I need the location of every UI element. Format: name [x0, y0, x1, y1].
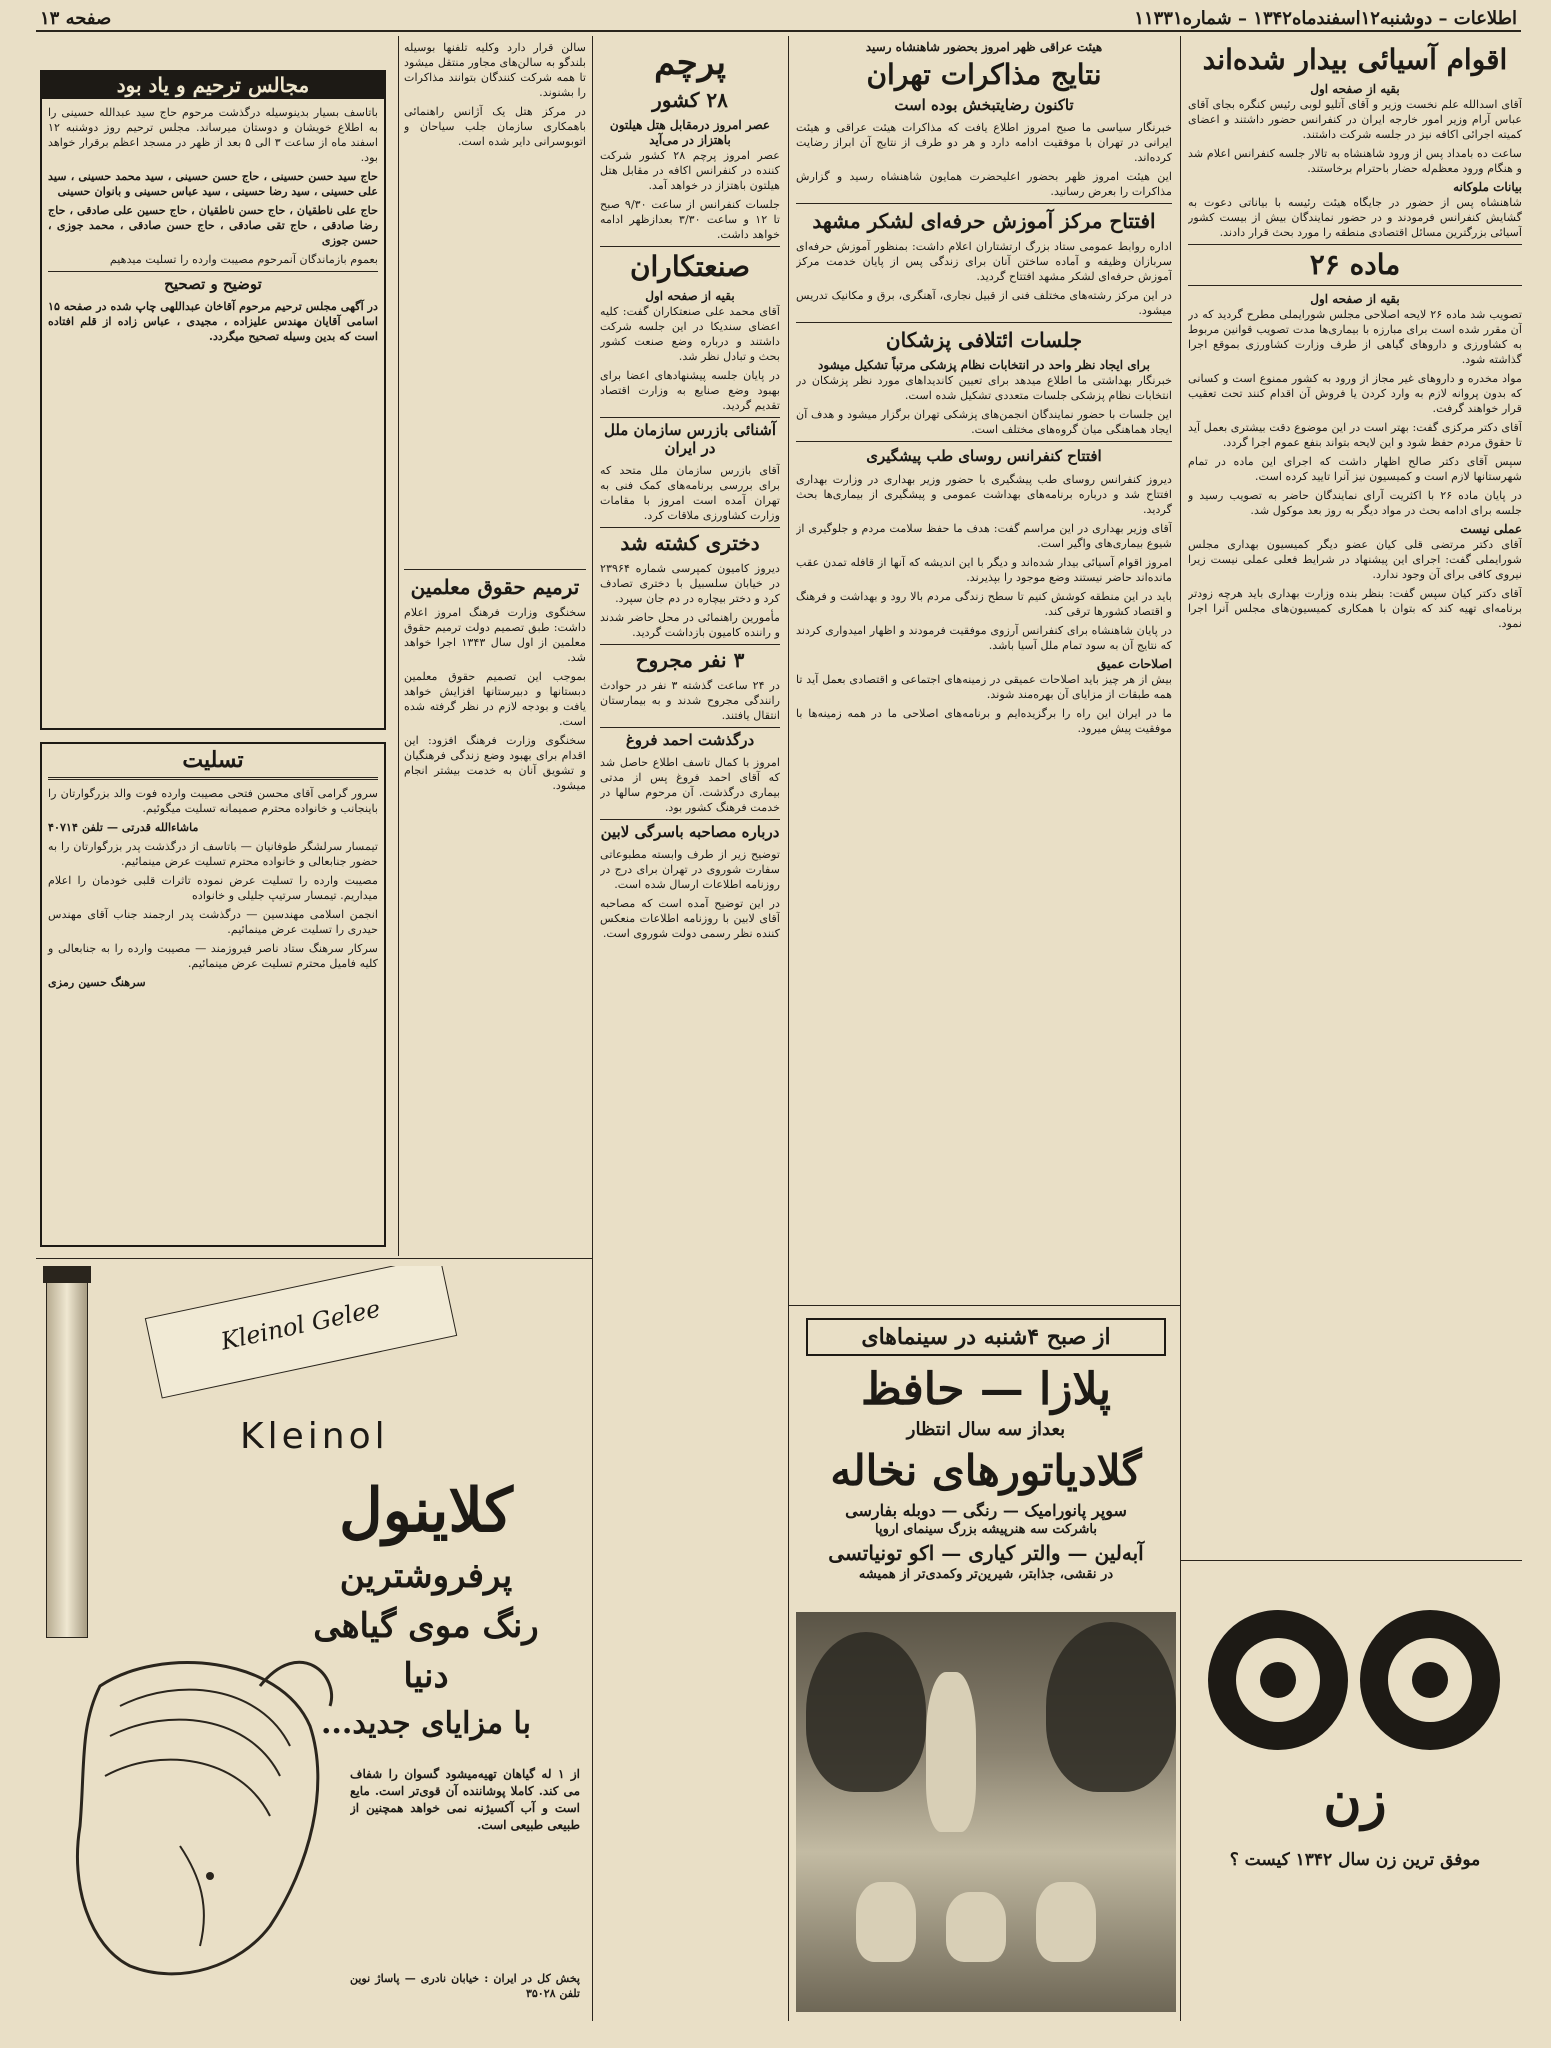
paragraph: توضیح زیر از طرف وابسته مطبوعاتی سفارت شوروی در تهران برای درج در روزنامه اطلاعات ارسال شده است. [600, 848, 780, 892]
headline: اقوام آسیائی بیدار شده‌اند [1202, 43, 1508, 76]
film-format: سوپر پانورامیک — رنگی — دوبله بفارسی [845, 1501, 1127, 1520]
column-divider [398, 36, 399, 1256]
paragraph: سرکار سرهنگ ستاد ناصر فیروزمند — مصیبت وارده را به جنابعالی و کلیه فامیل محترم تسلیت عرض مینمائیم. [48, 942, 378, 971]
tagline: پرفروشترین [339, 1556, 513, 1596]
column-divider [788, 36, 789, 2021]
zan-word: زن [1323, 1770, 1387, 1831]
cinema-after: بعداز سه سال انتظار [906, 1419, 1066, 1440]
headline: ۳ نفر مجروح [600, 644, 780, 672]
paragraph: بموجب این تصمیم حقوق معلمین دبستانها و دبیرستانها افزایش خواهد یافت و بودجه لازم در نظر گرفته شده است. [404, 670, 586, 728]
paragraph: دیروز کنفرانس روسای طب پیشگیری با حضور وزیر بهداری در وزارت بهداری افتتاح شد و درباره برنامه‌های بهداشت عمومی و پیشگیری از بیماری‌ها بحث گردید. [796, 472, 1172, 516]
deck: تاکنون رضایتبخش بوده است [894, 96, 1074, 115]
paragraph: این هیئت امروز ظهر بحضور اعلیحضرت همایون شاهنشاه رسید و گزارش مذاکرات را بعرض رسانید. [796, 170, 1172, 199]
paragraph: مواد مخدره و داروهای غیر مجاز از ورود به کشور ممنوع است و کسانی که بدون پروانه لازم به وارد کردن یا فروش آن اقدام کنند تحت تعقیب قرار خواهند گرفت. [1188, 372, 1522, 416]
paragraph: باتاسف بسیار بدینوسیله درگذشت مرحوم حاج سید عبدالله حسینی را به اطلاع خویشان و دوستان میرساند. مجلس ترحیم روز دوشنبه ۱۲ اسفند ماه از ساعت ۳ الی ۵ بعد از ظهر در مسجد اعظم برقرار خواهد بود. [48, 106, 378, 164]
paragraph: در مرکز هتل یک آژانس راهنمائی باهمکاری سازمان جلب سیاحان و اتوبوسرانی دایر شده است. [404, 105, 586, 148]
subhead: اصلاحات عمیق [1097, 656, 1172, 671]
subhead: عملی نیست [1460, 522, 1522, 537]
paragraph: بیش از هر چیز باید اصلاحات عمیقی در زمینه‌های اجتماعی و اقتصادی بعمل آید تا همه طبقات از مزایای آن بهره‌مند شوند. [796, 672, 1172, 701]
paragraph: سالن قرار دارد وکلیه تلفنها بوسیله بلندگو به سالن‌های مجاور منتقل میشود تا همه شرکت کنندگان بتوانند مذاکرات را بشنوند. [404, 41, 586, 99]
headline: افتتاح مرکز آموزش حرفه‌ای لشکر مشهد [796, 203, 1172, 233]
paragraph: آقای محمد علی صنعتکاران گفت: کلیه اعضای سندیکا در این جلسه شرکت داشتند و درباره وضع صنعت کشور بحث و تبادل نظر شد. [600, 305, 780, 364]
kicker: هیئت عراقی ظهر امروز بحضور شاهنشاه رسید [865, 40, 1103, 54]
film-still-photo [796, 1612, 1176, 2012]
memorial-notices-box [40, 70, 386, 730]
headline: صنعتکاران [600, 246, 780, 283]
brand-name-fa: کلاینول [339, 1476, 513, 1546]
film-tagline: در نقشی، جذابتر، شیرین‌تر وکمدی‌تر از همیشه [858, 1567, 1114, 1582]
article-teachers-pay [404, 40, 586, 1252]
paragraph: حاج علی ناطقیان ، حاج حسن ناطقیان ، حاج حسین علی صادقی ، حاج رضا صادقی ، حاج تقی صادقی ، حاج حسن صادقی ، محمد جوزی ، حسن جوزی [48, 203, 378, 247]
eye-graphic-right [1360, 1610, 1500, 1750]
paragraph: اداره روابط عمومی ستاد بزرگ ارتشتاران اعلام داشت: بمنظور آموزش حرفه‌ای سربازان وظیفه و آماده ساختن آنان برای زندگی پس از پایان خدمت مرکز آموزش حرفه‌ای لشکر مشهد افتتاح گردید. [796, 240, 1172, 284]
headline: جلسات ائتلافی پزشکان [796, 322, 1172, 352]
page-number: صفحه ۱۳ [40, 8, 112, 29]
paragraph: آقای وزیر بهداری در این مراسم گفت: هدف ما حفظ سلامت مردم و جلوگیری از شیوع بیماری‌های واگیر است. [796, 521, 1172, 550]
article-asian-nations [1188, 40, 1522, 1555]
paragraph: مأمورین راهنمائی در محل حاضر شدند و راننده کامیون بازداشت گردید. [600, 610, 780, 639]
headline: ماده ۲۶ [1188, 244, 1522, 286]
headline: درگذشت احمد فروغ [600, 727, 780, 749]
paragraph: تصویب شد ماده ۲۶ لایحه اصلاحی مجلس شورایملی مطرح گردید که در آن مقرر شده است برای مبارزه با بیماری‌ها مدت تصویب قوانین مربوط به کشاورزی و داروهای گیاهی از طرف وزارت کشاورزی بموقع اجرا گذاشته شود. [1188, 308, 1522, 367]
paragraph: انجمن اسلامی مهندسین — درگذشت پدر ارجمند جناب آقای مهندس حیدری را تسلیت عرض مینمائیم. [48, 908, 378, 937]
column-divider [592, 36, 593, 2021]
signature: ماشاءالله قدرتی — تلفن ۴۰۷۱۴ [48, 820, 199, 835]
paragraph: عصر امروز پرچم ۲۸ کشور شرکت کننده در کنفرانس اکافه در مقابل هتل هیلتون باهتزاز در خواهد آمد. [600, 149, 780, 193]
deck: عصر امروز درمقابل هتل هیلتون باهتزاز در می‌آید [609, 118, 771, 148]
headline: درباره مصاحبه باسرگی لابین [600, 819, 780, 841]
paragraph: در این مرکز رشته‌های مختلف فنی از قبیل نجاری، آهنگری، برق و مکانیک تدریس میشود. [796, 289, 1172, 318]
header-rule [36, 30, 1521, 32]
paragraph: در ۲۴ ساعت گذشته ۳ نفر در حوادث رانندگی مجروح شدند و به بیمارستان انتقال یافتند. [600, 678, 780, 722]
paragraph: جلسات کنفرانس از ساعت ۹/۳۰ صبح تا ۱۲ و ساعت ۳/۳۰ بعدازظهر ادامه خواهد داشت. [600, 198, 780, 242]
film-title: گلادیاتورهای نخاله [830, 1446, 1142, 1495]
paragraph: در پایان ماده ۲۶ با اکثریت آرای نمایندگان حاضر به تصویب رسید و جلسه برای ادامه بحث در مواد دیگر به روز بعد موکول شد. [1188, 489, 1522, 518]
headline: آشنائی بازرس سازمان ملل در ایران [600, 417, 780, 457]
headline: نتایج مذاکرات تهران [866, 58, 1102, 91]
paragraph: امروز اقوام آسیائی بیدار شده‌اند و دیگر با این اندیشه که آنها از قافله تمدن عقب مانده‌اند حاضر نیستند وضع موجود را بپذیرند. [796, 555, 1172, 584]
deck: برای ایجاد نظر واحد در انتخابات نظام پزشکی مرتباً تشکیل میشود [818, 358, 1150, 373]
kleinol-ad [40, 1266, 586, 2020]
cinema-names: پلازا — حافظ [860, 1364, 1111, 1415]
woman-illustration [60, 1646, 340, 2016]
paragraph: ما در ایران این راه را برگزیده‌ایم و برنامه‌های اصلاحی ما در همه زمینه‌ها با موفقیت پیش میرود. [796, 706, 1172, 735]
headline: افتتاح کنفرانس روسای طب پیشگیری [796, 441, 1172, 465]
article-flags [600, 40, 780, 2020]
film-cast: آبه‌لین — والتر کیاری — اکو تونیاتسی [828, 1541, 1144, 1565]
film-line: باشرکت سه هنرپیشه بزرگ سینمای اروپا [875, 1522, 1097, 1537]
zan-magazine-ad [1188, 1570, 1522, 2020]
paragraph: باید در این منطقه کوشش کنیم تا سطح زندگی مردم بالا رود و بهداشت و فرهنگ و اقتصاد کشورها ترقی کند. [796, 589, 1172, 618]
box-title: تسلیت [48, 748, 378, 780]
ad-body: از ۱ له گیاهان تهیه‌میشود گسوان را شفاف می کند. کاملا پوشاننده آن قوی‌تر است. مایع است و آب آکسیژنه نمی خواهد همچنین از طبیعی طبیعی است. [350, 1767, 580, 1832]
eye-graphic-left [1208, 1610, 1348, 1750]
headline: دختری کشته شد [600, 527, 780, 555]
tagline: با مزایای جدید... [320, 1706, 532, 1741]
paragraph: شاهنشاه پس از حضور در جایگاه هیئت رئیسه با بیاناتی دعوت به گشایش کنفرانس فرمودند و در حضور نمایندگان بیش از بیست کشور آسیائی بزرگترین مسائل اقتصادی منطقه را مورد بحث قرار دادند. [1188, 196, 1522, 240]
subhead: توضیح و تصحیح [48, 271, 378, 293]
box-title: مجالس ترحیم و یاد بود [42, 72, 384, 99]
paragraph: آقای دکتر مرکزی گفت: بهتر است در این موضوع دقت بیشتری بعمل آید تا حقوق مردم حفظ شود و این لایحه بتواند بنفع عموم اجرا گردد. [1188, 421, 1522, 450]
section-divider [1180, 1560, 1522, 1561]
product-box [145, 1266, 457, 1398]
paragraph: آقای اسدالله علم نخست وزیر و آقای آتلیو لوبی رئیس کنگره بجای آقای عباس آرام وزیر امور خارجه ایران در کنفرانس حضور داشتند و اعضای کمیته اجرائی اکافه نیز در جلسه شرکت داشتند. [1188, 98, 1522, 142]
paragraph: امروز با کمال تاسف اطلاع حاصل شد که آقای احمد فروغ پس از مدتی بیماری درگذشت. آن مرحوم سالها در خدمت فرهنگ کشور بود. [600, 756, 780, 815]
distributor: پخش کل در ایران : خیابان نادری — پاساژ نوین تلفن ۳۵۰۲۸ [350, 1972, 580, 2000]
paragraph: در پایان جلسه پیشنهادهای اعضا برای بهبود وضع صنایع به وزارت اقتصاد تقدیم گردید. [600, 369, 780, 413]
paragraph: خبرنگار بهداشتی ما اطلاع میدهد برای تعیین کاندیداهای مورد نظر پزشکان در انتخابات نظام پزشکی جلسات متعددی تشکیل شده است. [796, 374, 1172, 403]
signature: سرهنگ حسین رمزی [48, 975, 146, 990]
paragraph: در آگهی مجلس ترحیم مرحوم آقاخان عبداللهی چاپ شده در صفحه ۱۵ اسامی آقایان مهندس علیزاده ، مجیدی ، عباس زاده از قلم افتاده است که بدین وسیله تصحیح میگردد. [48, 299, 378, 344]
paragraph: سرور گرامی آقای محسن فتحی مصیبت وارده فوت والد بزرگوارتان را باینجانب و خانواده محترم صمیمانه تسلیت میگوئیم. [48, 787, 378, 816]
brand-name-en: Kleinol [240, 1416, 389, 1457]
article-tehran-talks [796, 40, 1172, 1302]
paragraph: سخنگوی وزارت فرهنگ امروز اعلام داشت: طبق تصمیم دولت ترمیم حقوق معلمین از اول سال ۱۳۴۳ اجرا خواهد شد. [404, 606, 586, 664]
paragraph: ساعت ده بامداد پس از ورود شاهنشاه به تالار جلسه کنفرانس اعلام شد و هنگام ورود معظم‌له حضار باحترام برخاستند. [1188, 147, 1522, 176]
paragraph: خبرنگار سیاسی ما صبح امروز اطلاع یافت که مذاکرات هیئت عراقی و هیئت ایرانی در تهران با موفقیت ادامه دارد و هر دو طرف از نتایج آن ابراز رضایت کرده‌اند. [796, 121, 1172, 165]
continued-label: بقیه از صفحه اول [645, 289, 735, 304]
column-divider [1180, 36, 1181, 2021]
paragraph: در این توضیح آمده است که مصاحبه آقای لابین با روزنامه اطلاعات منعکس کننده نظر رسمی دولت شوروی است. [600, 897, 780, 941]
headline: پرچم [654, 43, 726, 83]
continued-label: بقیه از صفحه اول [1310, 82, 1400, 97]
cinema-banner: از صبح ۴شنبه در سینماهای [806, 1318, 1166, 1356]
paragraph: این جلسات با حضور نمایندگان انجمن‌های پزشکی تهران برگزار میشود و هدف آن ایجاد هماهنگی میان گروه‌های مختلف است. [796, 408, 1172, 437]
paragraph: در پایان شاهنشاه برای کنفرانس آرزوی موفقیت فرمودند و اظهار امیدواری کردند که نتایج آن به سود تمام ملل آسیا باشد. [796, 623, 1172, 652]
paragraph: سپس آقای دکتر صالح اظهار داشت که اجرای این ماده در تمام شهرستانها لازم است و کمیسیون نیز آنرا تایید کرده است. [1188, 455, 1522, 484]
paragraph: آقای دکتر کیان سپس گفت: بنظر بنده وزارت بهداری باید هرچه زودتر برنامه‌ای تهیه کند که بتوان با همکاری کمیسیون‌های مجلس آنرا اجرا نمود. [1188, 587, 1522, 631]
subhead: بیانات ملوکانه [1453, 180, 1522, 195]
product-label: Kleinol Gelee [218, 1294, 383, 1356]
tagline: رنگ موی گیاهی [313, 1606, 539, 1646]
paragraph: حاج سید حسن حسینی ، حاج حسن حسینی ، سید محمد حسینی ، سید علی حسینی ، سید رضا حسینی ، سید عباس حسینی و بانوان حسینی [48, 169, 378, 198]
condolence-box [40, 742, 386, 1247]
paragraph: دیروز کامیون کمپرسی شماره ۲۳۹۶۴ در خیابان سلسبیل با دختری تصادف کرد و دختر بیچاره در دم جان سپرد. [600, 561, 780, 605]
paragraph: مصیبت وارده را تسلیت عرض نموده تاثرات قلبی خودمان را اعلام میداریم. تیمسار سرتیپ جلیلی و خانواده [48, 874, 378, 903]
headline: ترمیم حقوق معلمین [404, 569, 586, 599]
paragraph: تیمسار سرلشگر طوفانیان — باتاسف از درگذشت پدر بزرگوارتان را به حضور جنابعالی و خانواده محترم تسلیت عرض مینمائیم. [48, 840, 378, 869]
deck: ۲۸ کشور [652, 88, 728, 113]
tagline: دنیا [403, 1656, 449, 1696]
cinema-ad [792, 1312, 1180, 2020]
product-tube [46, 1266, 88, 1638]
continued-label: بقیه از صفحه اول [1310, 292, 1400, 307]
paragraph: بعموم بازماندگان آنمرحوم مصیبت وارده را تسلیت میدهیم [109, 253, 378, 266]
section-divider [788, 1305, 1180, 1306]
section-divider [36, 1258, 592, 1259]
paragraph: آقای بازرس سازمان ملل متحد که برای بررسی برنامه‌های کمک فنی به تهران آمده است امروز با مقامات وزارت کشاورزی ملاقات کرد. [600, 463, 780, 522]
zan-tagline: موفق ترین زن سال ۱۳۴۲ کیست ؟ [1229, 1850, 1481, 1870]
paragraph: سخنگوی وزارت فرهنگ افزود: این اقدام برای بهبود وضع زندگی فرهنگیان و تشویق آنان به خدمت بیشتر انجام میشود. [404, 734, 586, 792]
masthead-line: اطلاعات – دوشنبه۱۲اسفندماه۱۳۴۲ – شماره۱۱۳۳۱ [1134, 8, 1517, 29]
paragraph: آقای دکتر مرتضی قلی کیان عضو دیگر کمیسیون بهداری مجلس شورایملی گفت: اجرای این پیشنهاد در شرایط فعلی عملی نیست زیرا نیروی کافی برای آن وجود ندارد. [1188, 538, 1522, 582]
